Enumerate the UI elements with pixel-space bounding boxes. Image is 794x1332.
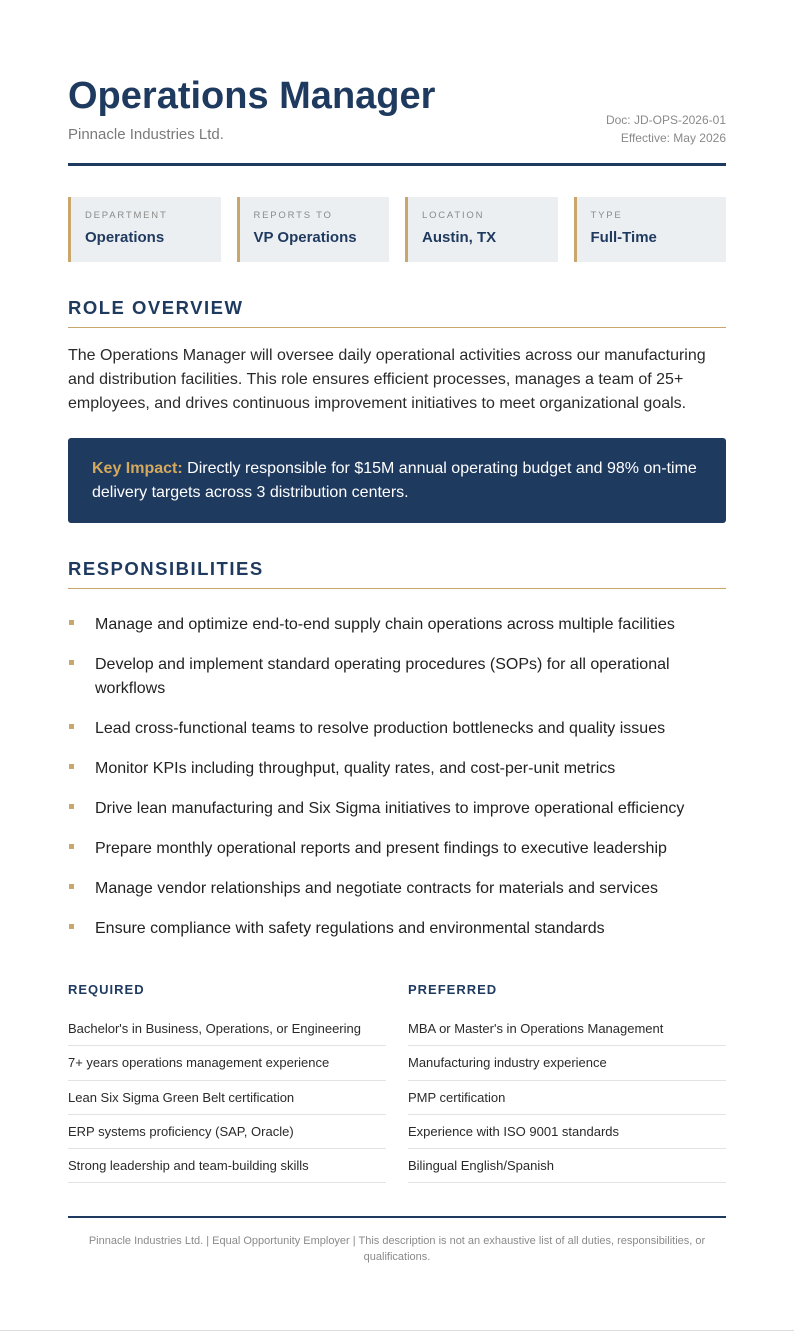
qualification-item: MBA or Master's in Operations Management [408, 1012, 726, 1046]
list-item [68, 717, 726, 741]
company-name: Pinnacle Industries Ltd. [68, 126, 224, 143]
role-overview-heading: ROLE OVERVIEW [68, 297, 726, 328]
preferred-heading: PREFERRED [408, 982, 498, 997]
document-footer: Pinnacle Industries Ltd. | Equal Opportunity Employer | This description is not an exhaustive list of all duties, responsibilities, or qualifications. [68, 1216, 726, 1265]
role-overview-text: The Operations Manager will oversee daily operational activities across our manufacturing and distribution facilities. This role ensures efficient processes, manages a team of 25+ employees, and drives continuous improvement initiatives to meet organizational goals. [68, 347, 706, 412]
page-bottom-divider [0, 1330, 794, 1331]
key-impact-label: Key Impact: [92, 460, 183, 477]
qualification-item: Manufacturing industry experience [408, 1046, 726, 1080]
qualification-item: Lean Six Sigma Green Belt certification [68, 1081, 386, 1115]
responsibility-text: Drive lean manufacturing and Six Sigma initiatives to improve operational efficiency [95, 800, 685, 817]
responsibility-text: Manage and optimize end-to-end supply chain operations across multiple facilities [95, 616, 675, 633]
qualification-item: Bachelor's in Business, Operations, or Engineering [68, 1012, 386, 1046]
qualification-item: ERP systems proficiency (SAP, Oracle) [68, 1115, 386, 1149]
bullet-square-icon [69, 724, 74, 729]
list-item [68, 653, 726, 701]
required-qualifications [68, 982, 386, 1183]
list-item [68, 613, 726, 637]
card-location [405, 197, 558, 262]
bullet-square-icon [69, 844, 74, 849]
qualification-item: Bilingual English/Spanish [408, 1149, 726, 1183]
responsibilities-list [68, 613, 726, 957]
responsibility-text: Manage vendor relationships and negotiate contracts for materials and services [95, 880, 658, 897]
page-title: Operations Manager [68, 75, 436, 117]
required-heading: REQUIRED [68, 982, 145, 997]
qualification-item: 7+ years operations management experience [68, 1046, 386, 1080]
list-item [68, 797, 726, 821]
responsibility-text: Monitor KPIs including throughput, quality rates, and cost-per-unit metrics [95, 760, 616, 777]
key-impact-callout [68, 438, 726, 523]
card-label: DEPARTMENT [85, 210, 168, 221]
card-department [68, 197, 221, 262]
qualification-item: Strong leadership and team-building skills [68, 1149, 386, 1183]
bullet-square-icon [69, 764, 74, 769]
doc-id: Doc: JD-OPS-2026-01 [605, 113, 726, 127]
list-item [68, 877, 726, 901]
card-label: TYPE [590, 210, 623, 221]
preferred-qualifications [408, 982, 726, 1183]
bullet-square-icon [69, 804, 74, 809]
bullet-square-icon [69, 660, 74, 665]
effective-date: Effective: May 2026 [620, 131, 726, 145]
card-type [574, 197, 727, 262]
document-meta [606, 111, 726, 147]
card-value: VP Operations [253, 229, 357, 246]
list-item [68, 917, 726, 941]
responsibility-text: Develop and implement standard operating procedures (SOPs) for all operational workflows [95, 656, 670, 697]
card-label: REPORTS TO [253, 210, 333, 221]
bullet-square-icon [69, 884, 74, 889]
card-value: Full-Time [590, 229, 657, 246]
bullet-square-icon [69, 620, 74, 625]
bullet-square-icon [69, 924, 74, 929]
document-header [68, 74, 726, 166]
card-value: Austin, TX [422, 229, 497, 246]
card-reports-to [237, 197, 390, 262]
card-value: Operations [85, 229, 165, 246]
list-item [68, 837, 726, 861]
responsibility-text: Ensure compliance with safety regulations and environmental standards [95, 920, 605, 937]
key-impact-text: Directly responsible for $15M annual operating budget and 98% on-time delivery targets across 3 distribution centers. [92, 460, 697, 501]
responsibilities-heading: RESPONSIBILITIES [68, 558, 726, 589]
qualification-item: Experience with ISO 9001 standards [408, 1115, 726, 1149]
responsibility-text: Lead cross-functional teams to resolve production bottlenecks and quality issues [95, 720, 666, 737]
list-item [68, 757, 726, 781]
qualifications [68, 982, 726, 1183]
card-label: LOCATION [422, 210, 485, 221]
qualification-item: PMP certification [408, 1081, 726, 1115]
responsibility-text: Prepare monthly operational reports and present findings to executive leadership [95, 840, 667, 857]
role-info-cards [68, 197, 726, 262]
